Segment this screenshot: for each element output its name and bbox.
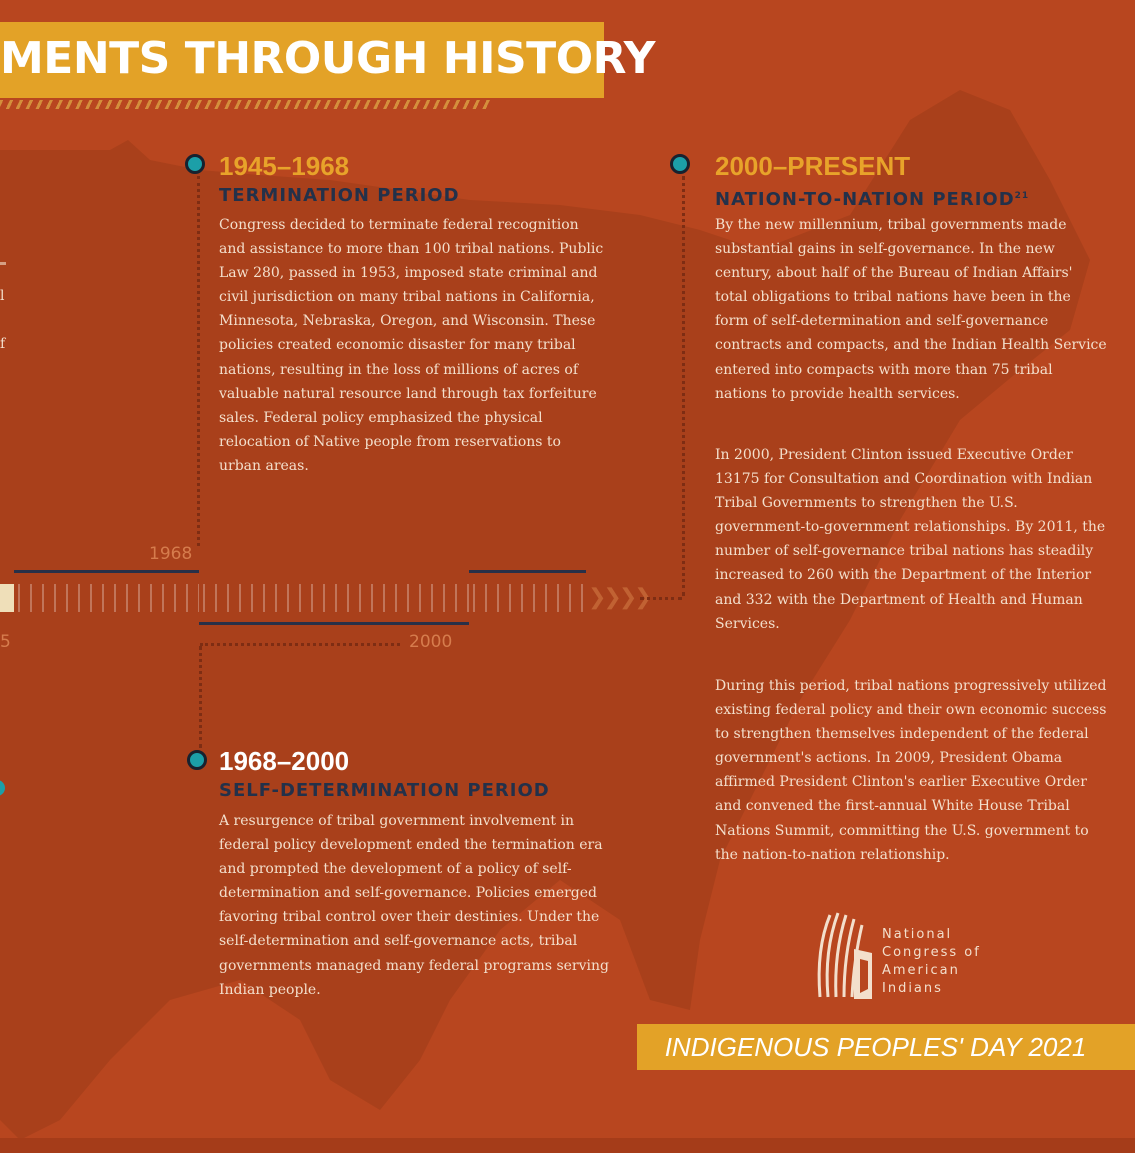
connector-1968 [199,646,202,748]
bottom-band [0,1138,1135,1153]
connector-timeline-2000 [640,597,682,600]
footnote-marker: 21 [1014,191,1030,201]
period-name: TERMINATION PERIOD [219,185,460,206]
period-description: Congress decided to terminate federal recognition and assistance to more than 100 tribal nations. Public Law 280, passed in 1953, imposed state criminal and civil jurisdiction on many tribal nations in California, Minnesota, Nebraska, Oregon, and Wisconsin. These policies created economic disaster for many tribal nations, resulting in the loss of millions of acres of valuable natural resource land through tax forfeiture sales. Federal policy emphasized the physical relocation of Native people from reservations to urban areas. [219,217,604,474]
timeline-label-1968: 1968 [149,544,193,564]
left-fragment-dash [0,262,6,265]
timeline-label-2000: 2000 [409,632,453,652]
period-name-text: NATION-TO-NATION PERIOD [715,189,1015,210]
page-title: MENTS THROUGH HISTORY [0,33,655,84]
timeline-dot-2000 [670,154,690,174]
timeline-arrow-icon: ❯❯❯❯ [588,585,650,610]
left-fragment-1: l [0,288,5,304]
era-bracket-top-left [14,570,199,573]
era-bracket-bottom [199,622,469,625]
connector-2000-label [200,643,400,646]
timeline-segment [469,584,586,612]
timeline-dot-1968 [187,750,207,770]
period-description: By the new millennium, tribal governments made substantial gains in self-governance. In the new century, about half of the Bureau of Indian Affairs' total obligations to tribal nations have been in the form of self-determination and self-governance contracts and compacts, and the Indian Health Service entered into compacts with more than 75 tribal nations to provide health services. [715,217,1107,402]
period-name: SELF-DETERMINATION PERIOD [219,780,550,801]
left-fragment-2: f [0,336,6,352]
timeline-segment [199,584,469,612]
timeline-segment [0,584,14,612]
period-years: 1968–2000 [219,746,350,776]
period-description: During this period, tribal nations progressively utilized existing federal policy and their own economic success to strengthen themselves independent of the federal government's actions. In 2009, President Obama affirmed President Clinton's earlier Executive Order and convened the first-annual White House Tribal Nations Summit, committing the U.S. government to the nation-to-nation relationship. [715,678,1107,863]
organization-logo-text [882,926,981,998]
logo-line: Indians [882,981,943,996]
period-description: In 2000, President Clinton issued Executive Order 13175 for Consultation and Coordination with Indian Tribal Governments to strengthen the U.S. government-to-government relationships. By 2011, the number of self-governance tribal nations has steadily increased to 260 with the Department of the Interior and 332 with the Department of Health and Human Services. [715,447,1106,632]
timeline-segment [14,584,199,612]
decorative-hatch [0,100,490,109]
timeline-dot-1945 [185,154,205,174]
era-bracket-top-right [469,570,586,573]
period-years: 1945–1968 [219,151,350,181]
period-years: 2000–PRESENT [715,151,911,181]
logo-line: American [882,963,960,978]
connector-1945 [197,176,200,546]
timeline-label-partial: 5 [0,632,11,652]
logo-line: National [882,927,953,942]
footer-title: INDIGENOUS PEOPLES' DAY 2021 [664,1032,1087,1062]
headdress-icon [814,909,872,1001]
period-name [715,185,1029,211]
connector-2000 [682,176,685,596]
logo-line: Congress of [882,945,981,960]
period-description: A resurgence of tribal government involvement in federal policy development ended the termination era and prompted the development of a policy of self-determination and self-governance. Policies emerged favoring tribal control over their destinies. Under the self-determination and self-governance acts, tribal governments managed many federal programs serving Indian people. [219,813,609,998]
